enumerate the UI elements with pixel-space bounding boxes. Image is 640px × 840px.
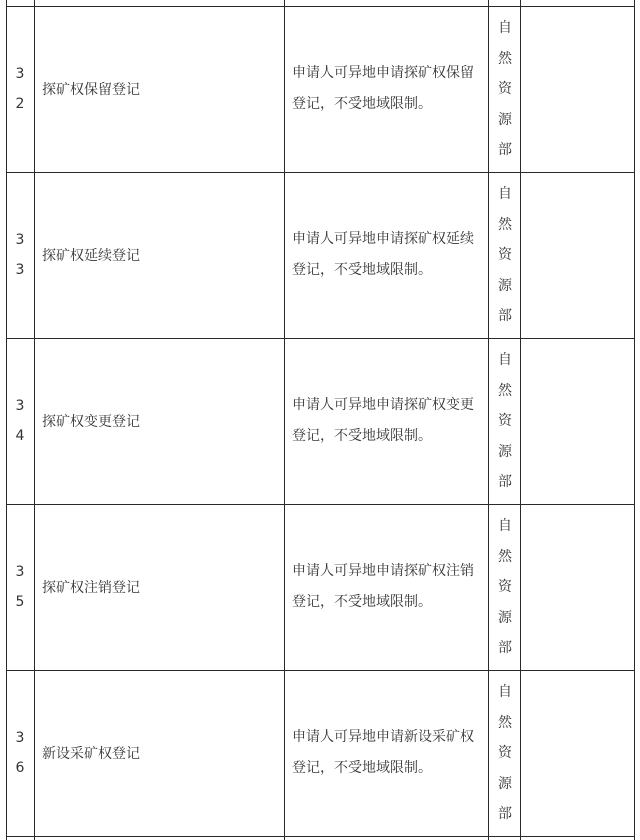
table-row	[0, 338, 640, 504]
department: 自 然 资 源 部	[498, 683, 512, 822]
item-description: 申请人可异地申请探矿权延续 登记，不受地域限制。	[292, 231, 474, 278]
item-name: 探矿权变更登记	[42, 414, 140, 430]
department: 自 然 资 源 部	[498, 185, 512, 324]
row-number: 3 5	[15, 564, 25, 610]
table-row	[0, 6, 640, 172]
item-description: 申请人可异地申请探矿权变更 登记，不受地域限制。	[292, 397, 474, 444]
item-description: 申请人可异地申请探矿权注销 登记，不受地域限制。	[292, 563, 474, 610]
item-name: 探矿权延续登记	[42, 248, 140, 264]
item-name: 探矿权保留登记	[42, 82, 140, 98]
row-number: 3 3	[15, 232, 25, 278]
row-number: 3 6	[15, 730, 25, 776]
item-name: 新设采矿权登记	[42, 746, 140, 762]
item-description: 申请人可异地申请新设采矿权 登记，不受地域限制。	[292, 729, 474, 776]
item-name: 探矿权注销登记	[42, 580, 140, 596]
item-description: 申请人可异地申请探矿权保留 登记，不受地域限制。	[292, 65, 474, 112]
row-number: 3 2	[15, 66, 25, 112]
row-divider	[6, 836, 635, 837]
table-row	[0, 504, 640, 670]
department: 自 然 资 源 部	[498, 517, 512, 656]
table-row	[0, 670, 640, 836]
row-number: 3 4	[15, 398, 25, 444]
department: 自 然 资 源 部	[498, 351, 512, 490]
table-row	[0, 172, 640, 338]
department: 自 然 资 源 部	[498, 19, 512, 158]
